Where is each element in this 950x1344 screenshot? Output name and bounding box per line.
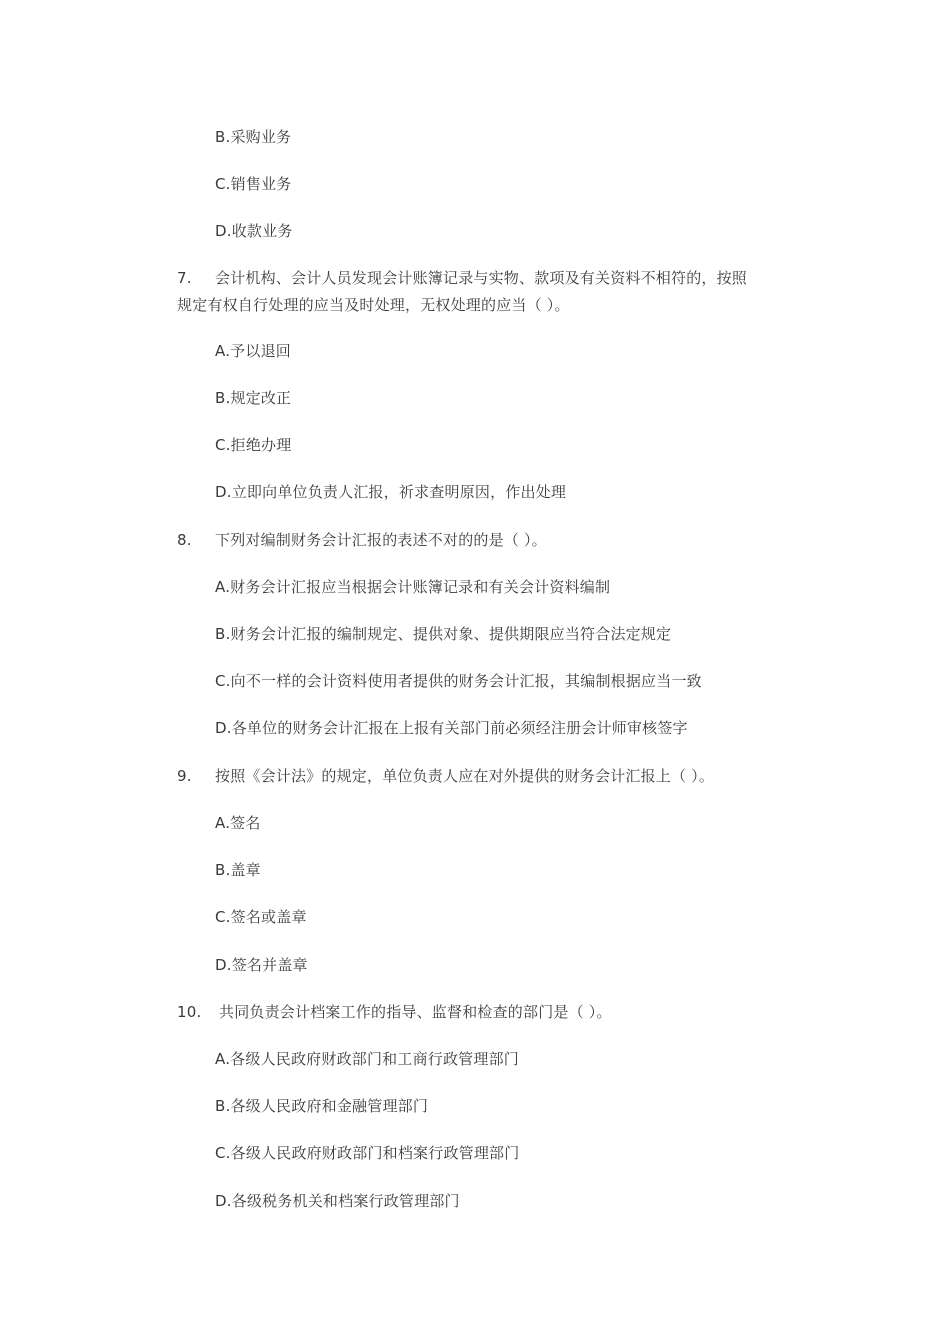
question-9-option-a: A.签名 [215, 814, 261, 832]
question-10-number: 10. [177, 1003, 202, 1021]
question-10-option-c: C.各级人民政府财政部门和档案行政管理部门 [215, 1144, 520, 1162]
question-9-option-b: B.盖章 [215, 861, 261, 879]
question-8-number: 8. [177, 531, 192, 549]
option-c: C.销售业务 [215, 175, 292, 193]
question-8-option-b: B.财务会计汇报的编制规定、提供对象、提供期限应当符合法定规定 [215, 625, 672, 643]
question-7-option-b: B.规定改正 [215, 389, 292, 407]
question-7-option-d: D.立即向单位负责人汇报，祈求查明原因，作出处理 [215, 483, 567, 501]
question-9-number: 9. [177, 767, 192, 785]
question-8-option-c: C.向不一样的会计资料使用者提供的财务会计汇报，其编制根据应当一致 [215, 672, 702, 690]
question-10-text: 共同负责会计档案工作的指导、监督和检查的部门是（ ）。 [219, 1003, 612, 1021]
question-9-option-d: D.签名并盖章 [215, 956, 308, 974]
question-8-text: 下列对编制财务会计汇报的表述不对的的是（ ）。 [215, 531, 547, 549]
question-10-option-a: A.各级人民政府财政部门和工商行政管理部门 [215, 1050, 519, 1068]
question-9-text: 按照《会计法》的规定，单位负责人应在对外提供的财务会计汇报上（ ）。 [215, 767, 715, 785]
question-7-number: 7. [177, 269, 192, 287]
option-d: D.收款业务 [215, 222, 293, 240]
question-9-option-c: C.签名或盖章 [215, 908, 307, 926]
question-7-option-c: C.拒绝办理 [215, 436, 292, 454]
option-b: B.采购业务 [215, 128, 292, 146]
question-7-text: 会计机构、会计人员发现会计账簿记录与实物、款项及有关资料不相符的，按照 [215, 269, 748, 287]
question-10-option-b: B.各级人民政府和金融管理部门 [215, 1097, 429, 1115]
question-7-option-a: A.予以退回 [215, 342, 291, 360]
question-10-option-d: D.各级税务机关和档案行政管理部门 [215, 1192, 460, 1210]
question-7-text-continued: 规定有权自行处理的应当及时处理，无权处理的应当（ ）。 [177, 296, 570, 314]
question-8-option-a: A.财务会计汇报应当根据会计账簿记录和有关会计资料编制 [215, 578, 611, 596]
question-8-option-d: D.各单位的财务会计汇报在上报有关部门前必须经注册会计师审核签字 [215, 719, 688, 737]
